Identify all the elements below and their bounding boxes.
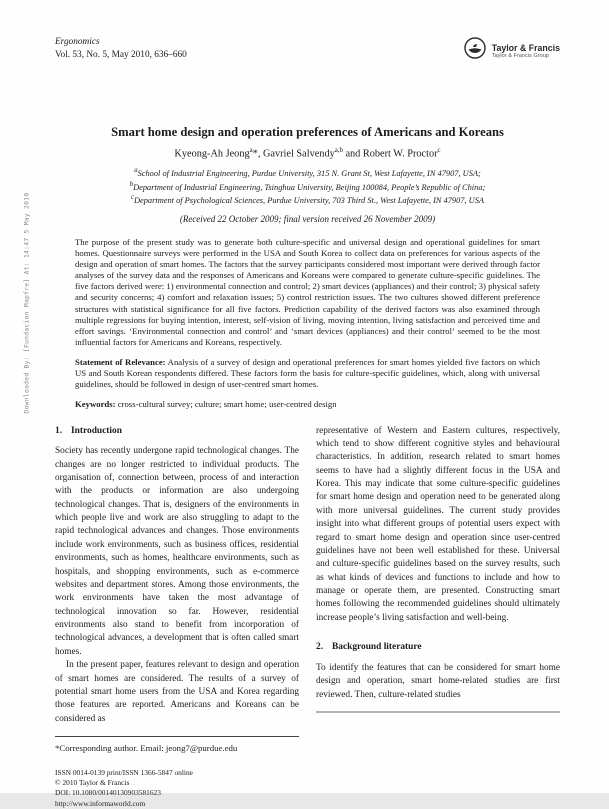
publisher-logo: [463, 36, 560, 65]
section-1-heading: [55, 425, 299, 439]
author-name: and Robert W. Proctor: [342, 148, 438, 160]
affiliation-b: [55, 180, 560, 193]
keywords-line: [75, 399, 540, 410]
taylor-francis-swan-icon: [463, 36, 487, 65]
section-title: Background literature: [332, 642, 422, 653]
section-title: Introduction: [71, 425, 122, 436]
column-bottom-rule: [316, 711, 560, 713]
body-paragraph: Society has recently undergone rapid technological changes. The changes are no longer restricted to individual products. The organisation of, connection between, process of and interaction with the products or information are also undergoing technological changes. That is, designers of the environments in which people live and work are also struggling to adapt to the rapid technological advances and changes. Those environments include work environments, such as business offices, residential environments, such as homes, healthcare environments, such as hospitals, and shopping environments, such as e-commerce websites and department stores. Among those environments, the work environments have taken the most advantage of technological innovation so far. However, residential environments also stand to benefit from incorporation of technological advances, a development that is often called smart homes.: [55, 446, 299, 657]
publisher-url: http://www.informaworld.com: [55, 798, 146, 808]
section-number: 2.: [316, 642, 324, 653]
received-line: (Received 22 October 2009; final version received 26 November 2009): [179, 213, 436, 224]
author-line: [55, 147, 560, 159]
body-paragraph: To identify the features that can be considered for smart home design and operation, smart home-related studies are first reviewed. Then, culture-related studies: [316, 662, 560, 700]
imprint-block: [55, 768, 299, 809]
affil-text: School of Industrial Engineering, Purdue University, 315 N. Grant St, West Lafayette, IN 47907, USA;: [137, 169, 481, 179]
journal-name: Ergonomics: [55, 37, 100, 47]
author-affil-sup: a: [249, 147, 253, 154]
affiliation-c: [55, 193, 560, 206]
author-name: , Gavriel Salvendy: [257, 148, 335, 160]
corresponding-author-note: *Corresponding author. Email: jeong7@purdue.edu: [55, 743, 238, 753]
section-number: 1.: [55, 425, 63, 436]
body-columns: [55, 425, 560, 809]
affil-sup: b: [129, 180, 134, 188]
author-name: Kyeong-Ah Jeong: [174, 148, 250, 160]
copyright-line: © 2010 Taylor & Francis: [55, 778, 130, 788]
issn-line: ISSN 0014-0139 print/ISSN 1366-5847 online: [55, 767, 193, 777]
corresponding-star: *: [252, 148, 258, 160]
body-paragraph: representative of Western and Eastern cultures, respectively, which tend to show different cognitive styles and behavioural characteristics. In addition, research related to smart homes seems to have had a slightly different focus in the USA and Korea. This may indicate that some culture-specific guidelines for smart home design and operation need to be generated along with more universal guidelines. The current study provides insight into what different groups of potential users expect with regard to smart home design and operation since user-centred guidelines have not been well established for these. Universal and culture-specific guidelines based on the survey results, such as what kinds of devices and functions to include and how to manage or operate them, are presented. Constructing smart homes following the recommended guidelines should ultimately increase people’s living satisfaction and well-being.: [316, 425, 560, 623]
publisher-group: Taylor & Francis Group: [491, 52, 549, 59]
statement-label: Statement of Relevance:: [75, 357, 166, 368]
right-column: [316, 425, 560, 809]
author-affil-sup: c: [437, 147, 441, 154]
section-2-heading: [316, 641, 560, 655]
affil-text: Department of Industrial Engineering, Tsinghua University, Beijing 100084, People’s Republic of China;: [133, 182, 486, 192]
affil-sup: c: [130, 193, 134, 201]
abstract-block: [75, 237, 540, 411]
journal-info: [55, 36, 187, 61]
publisher-name: Taylor & Francis: [491, 42, 560, 53]
doi-line: DOI: 10.1080/00140130903581623: [55, 788, 161, 798]
affiliation-a: [55, 166, 560, 179]
abstract-paragraph: The purpose of the present study was to generate both culture-specific and universal design and operational guidelines for smart homes. Questionnaire surveys were performed in the USA and South Korea to collect data on preferences for various aspects of the design and operation of smart homes. The factors that the survey participants considered most important were derived through factor analyses of the survey data and the responses of Americans and Koreans were compared to generate culture-specific guidelines. The five factors derived were: 1) environmental connection and control; 2) smart devices (appliances) and their control; 3) physical safety and security concerns; 4) comfort and relaxation issues; 5) control restriction issues. The two cultures showed different preference structures with statistical significance for all five factors. Prediction capability of the derived factors was also examined through multiple regressions for buying intention, interest, self-vision of living, moving intention, living satisfaction and perceived time and effort savings. ‘Environmental connection and control’ and ‘smart devices (appliances) and their control’ seemed to be the most influential factors for Americans and Koreans, respectively.: [75, 236, 540, 347]
keywords-label: Keywords:: [75, 399, 116, 410]
keywords-text: cross-cultural survey; culture; smart home; user-centred design: [115, 399, 337, 410]
affil-sup: a: [134, 167, 138, 175]
left-column: [55, 425, 299, 809]
body-paragraph: In the present paper, features relevant to design and operation of smart homes are considered. The results of a survey of potential smart home users from the USA and Korea regarding those features are reported. Americans and Koreans can be considered as: [55, 660, 299, 724]
affil-text: Department of Psychological Sciences, Purdue University, 703 Third St., West Lafayette, IN 47907, USA: [133, 195, 485, 205]
author-affil-sup: a,b: [334, 147, 343, 154]
statement-text: Analysis of a survey of design and operational preferences for smart homes yielded five factors on which US and South Korean respondents differed. These factors form the basis for culture-specific guidelines, which, along with universal guidelines, should be followed in design of user-centred smart homes.: [75, 357, 540, 390]
affiliations: [55, 166, 560, 205]
journal-issue-line: Vol. 53, No. 5, May 2010, 636–660: [55, 49, 187, 60]
download-watermark: Downloaded By: [Fundacion Mapfre] At: 14:47 5 May 2010: [23, 192, 31, 414]
footnote-divider: [55, 736, 299, 737]
article-title: Smart home design and operation preferences of Americans and Koreans: [111, 125, 504, 139]
page-header: [55, 36, 560, 65]
statement-of-relevance: [75, 357, 540, 390]
